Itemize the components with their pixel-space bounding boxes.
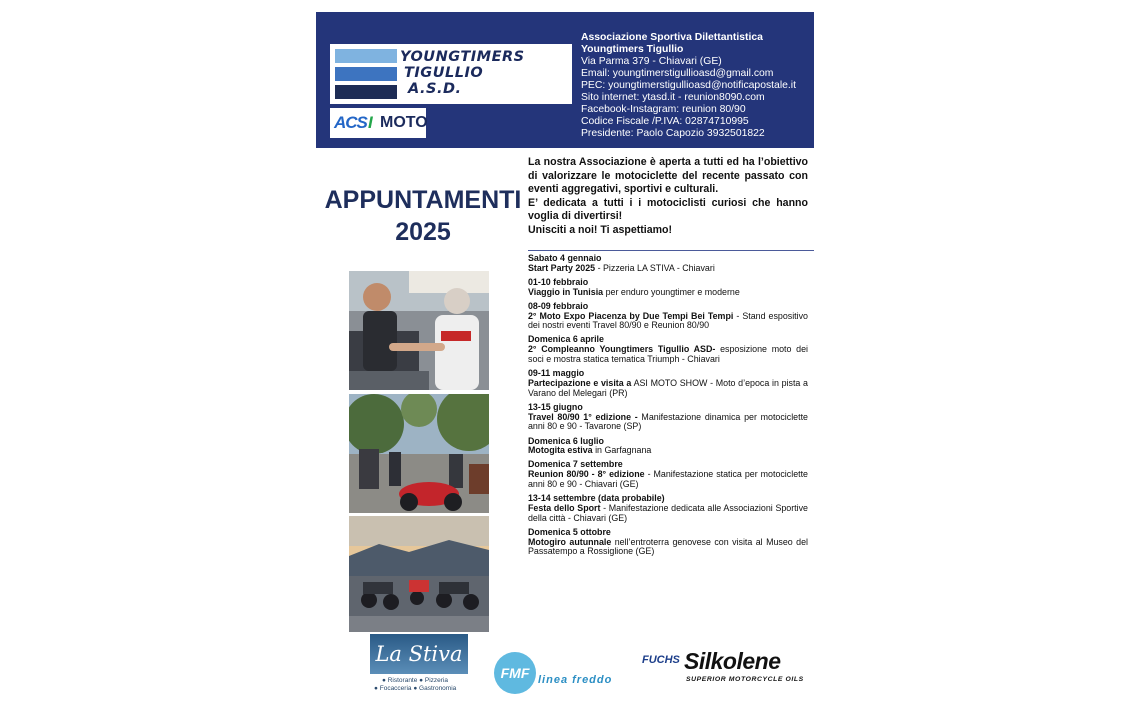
event-desc: nell’entroterra genovese con visita al Museo del Passatempo a Rossiglione (GE) xyxy=(528,536,808,557)
assoc-social: Facebook-Instagram: reunion 80/90 xyxy=(581,104,746,115)
event-desc: ASI MOTO SHOW - Moto d’epoca in pista a Varano del Melegari (PR) xyxy=(528,377,808,398)
association-info xyxy=(581,32,813,140)
event-date: Domenica 7 settembre xyxy=(528,459,623,470)
silkolene-logo: Silkolene xyxy=(684,648,781,674)
logo-line-3: A.S.D. xyxy=(408,81,462,97)
lastiva-subtitle-1: ● Ristorante ● Pizzeria xyxy=(382,677,449,684)
assoc-website[interactable]: Sito internet: ytasd.it - reunion8090.com xyxy=(581,92,765,103)
event-name: Motogiro autunnale xyxy=(528,536,612,547)
intro-paragraph-3: Unisciti a noi! Ti aspettiamo! xyxy=(528,223,673,236)
event-date: Sabato 4 gennaio xyxy=(528,253,602,263)
event-desc: esposizione moto dei soci e mostra statica tematica Triumph - Chiavari xyxy=(528,344,809,365)
event-date: 01-10 febbraio xyxy=(528,276,589,287)
photo-square-motorcycles xyxy=(349,394,489,513)
assoc-fiscal: Codice Fiscale /P.IVA: 02874710995 xyxy=(581,116,749,127)
event-date: Domenica 5 ottobre xyxy=(528,526,611,537)
event-desc: Manifestazione dinamica per motociclette anni 80 e 90 - Tavarone (SP) xyxy=(528,411,808,432)
event-name: Viaggio in Tunisia xyxy=(528,286,604,297)
events-list xyxy=(528,254,808,561)
acsi-i-text: I xyxy=(368,113,373,132)
event-item xyxy=(528,403,808,432)
fuchs-logo: FUCHS xyxy=(642,654,680,666)
event-desc: in Garfagnana xyxy=(592,445,652,456)
event-item xyxy=(528,254,808,274)
acsi-moto-logo xyxy=(330,108,426,138)
flyer-page xyxy=(316,12,814,702)
event-desc: per enduro youngtimer e moderne xyxy=(603,286,740,297)
event-desc: - Manifestazione dedicata alle Associazioni Sportive della città - Chiavari (GE) xyxy=(528,502,808,523)
event-item xyxy=(528,278,808,298)
event-name: Reunion 80/90 - 8° edizione xyxy=(528,469,645,480)
event-name: 2° Moto Expo Piacenza by Due Tempi Bei Tempi xyxy=(528,310,734,321)
page-title xyxy=(316,184,530,248)
acsi-acs-text: ACS xyxy=(334,113,367,132)
intro-text xyxy=(528,156,808,238)
event-item xyxy=(528,460,808,489)
event-date: 08-09 febbraio xyxy=(528,300,589,311)
silkolene-tagline: SUPERIOR MOTORCYCLE OILS xyxy=(686,676,804,683)
lastiva-subtitle xyxy=(374,677,474,693)
youngtimers-logo xyxy=(330,44,572,104)
event-date: Domenica 6 aprile xyxy=(528,334,604,345)
event-item xyxy=(528,494,808,523)
intro-paragraph-2: E’ dedicata a tutti i i motociclisti curiosi che hanno voglia di divertirsi! xyxy=(528,196,808,223)
assoc-name-2: Youngtimers Tigullio xyxy=(581,44,684,55)
event-name: Festa dello Sport xyxy=(528,502,601,513)
divider xyxy=(528,250,814,251)
title-line-2: 2025 xyxy=(395,218,451,246)
event-name: Start Party 2025 xyxy=(528,262,596,273)
acsi-moto-text: MOTO xyxy=(380,114,428,131)
logo-line-1: YOUNGTIMERS xyxy=(400,49,525,65)
logo-line-2: TIGULLIO xyxy=(404,65,484,81)
event-date: 13-14 settembre (data probabile) xyxy=(528,493,665,504)
event-desc: - Manifestazione statica per motociclette anni 80 e 90 - Chiavari (GE) xyxy=(528,469,808,490)
photo-handshake xyxy=(349,271,489,390)
title-line-1: APPUNTAMENTI xyxy=(324,186,522,214)
event-date: 09-11 maggio xyxy=(528,368,585,379)
event-item xyxy=(528,302,808,331)
photo-motorcycles-dusk xyxy=(349,516,489,632)
event-item xyxy=(528,437,808,457)
assoc-email[interactable]: Email: youngtimerstigullioasd@gmail.com xyxy=(581,68,774,79)
lastiva-logo: La Stiva xyxy=(370,634,468,674)
lastiva-subtitle-2: ● Focacceria ● Gastronomia xyxy=(374,685,457,692)
event-item xyxy=(528,528,808,557)
assoc-president: Presidente: Paolo Capozio 3932501822 xyxy=(581,128,765,139)
logo-text xyxy=(400,49,572,97)
fmf-linea-freddo: linea freddo xyxy=(538,674,613,686)
event-name: 2° Compleanno Youngtimers Tigullio ASD- xyxy=(528,344,716,355)
event-desc: - Pizzeria LA STIVA - Chiavari xyxy=(595,262,715,273)
assoc-address: Via Parma 379 - Chiavari (GE) xyxy=(581,56,722,67)
event-item xyxy=(528,335,808,364)
event-date: 13-15 giugno xyxy=(528,401,583,412)
intro-paragraph-1: La nostra Associazione è aperta a tutti ed ha l’obiettivo di valorizzare le motociclette del recente passato con eventi aggregativi, sportivi e culturali. xyxy=(528,156,808,196)
fmf-logo: FMF xyxy=(494,652,536,694)
event-name: Travel 80/90 1° edizione - xyxy=(528,411,638,422)
assoc-name-1: Associazione Sportiva Dilettantistica xyxy=(581,32,763,43)
header-banner xyxy=(316,12,814,148)
sponsors-bar xyxy=(316,632,814,702)
event-name: Motogita estiva xyxy=(528,445,593,456)
event-desc: - Stand espositivo dei nostri eventi Travel 80/90 e Reunion 80/90 xyxy=(528,310,808,331)
event-name: Partecipazione e visita a xyxy=(528,377,632,388)
event-date: Domenica 6 luglio xyxy=(528,435,604,446)
assoc-pec[interactable]: PEC: youngtimerstigullioasd@notificapostale.it xyxy=(581,80,797,91)
event-item xyxy=(528,369,808,398)
